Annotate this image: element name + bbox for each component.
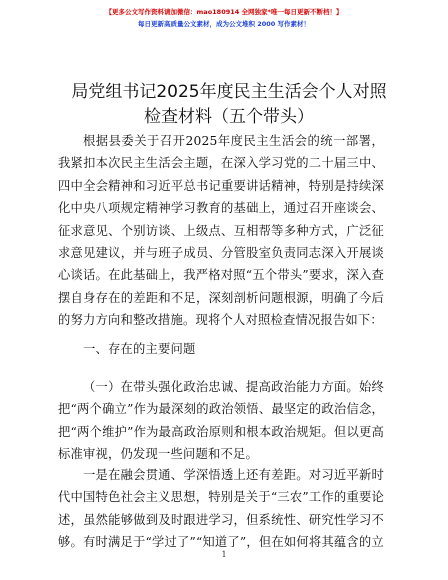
- promo-banner-red: 【更多公文写作资料请加微信：mao180914 全网独家*唯一每日更新不断档！】: [105, 8, 343, 16]
- section-paragraph-2: 一是在融会贯通、学深悟透上还有差距。对习近平新时代中国特色社会主义思想，特别是关于“三农”工作的重要论述，虽然能够做到及时跟进学习，但系统性、研究性学习不够。有时满足于“学过了”“知道了”，但在如何将其蕴含的立: [58, 468, 384, 550]
- promo-banner-blue: 每日更新高质量公文素材，成为公文堆积 2000 写作素材！: [137, 20, 311, 28]
- section-heading: 一、存在的主要问题: [83, 342, 196, 356]
- section-paragraph-1: （一）在带头强化政治忠诚、提高政治能力方面。始终把“两个确立”作为最深刻的政治领悟、最坚定的政治信念，把“两个维护”作为最高政治原则和根本政治规矩。但以更高标准审视，仍发现一些问题和不足。: [58, 380, 384, 462]
- document-title: 局党组书记2025年度民主生活会个人对照检查材料（五个带头）: [71, 82, 387, 127]
- page-number: 1: [221, 550, 227, 559]
- intro-paragraph: 根据县委关于召开2025年度民主生活会的统一部署，我紧扣本次民主生活会主题，在深入学习党的二十届三中、四中全会精神和习近平总书记重要讲话精神，特别是持续深化中央八项规定精神学习教育的基础上，通过召开座谈会、征求意见、个别访谈、上级点、互相帮等多种方式，广泛征求意见建议，并与班子成员、分管股室负责同志深入开展谈心谈话。在此基础上，我严格对照“五个带头”要求，深入查摆自身存在的差距和不足，深刻剖析问题根源，明确了今后的努力方向和整改措施。现将个人对照检查情况报告如下：: [58, 134, 384, 328]
